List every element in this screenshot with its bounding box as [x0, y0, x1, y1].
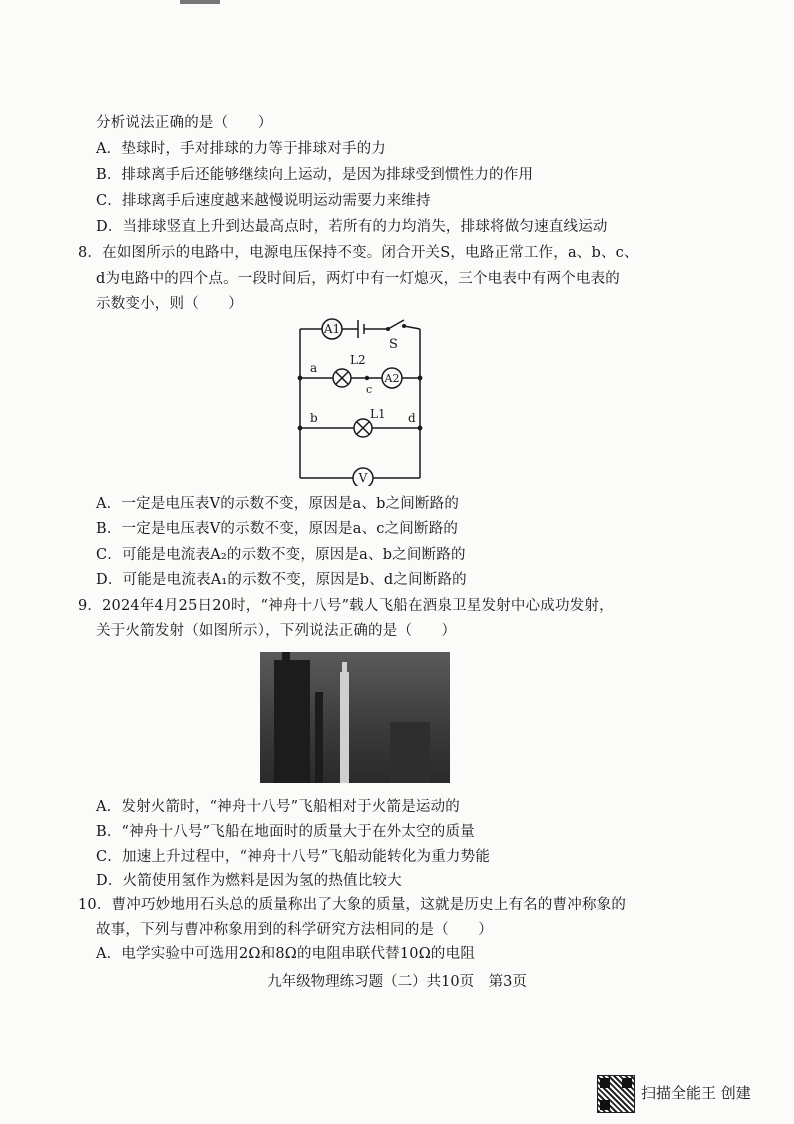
q7-option-a: A．垫球时，手对排球的力等于排球对手的力 — [96, 141, 386, 157]
voltmeter-label: V — [358, 471, 368, 485]
page-footer: 九年级物理练习题（二）共10页 第3页 — [267, 974, 527, 990]
q8-stem-line-2: d为电路中的四个点。一段时间后，两灯中有一灯熄灭，三个电表中有两个电表的 — [96, 271, 620, 287]
q9-option-b: B．“神舟十八号”飞船在地面时的质量大于在外太空的质量 — [96, 824, 475, 840]
q7-option-c: C．排球离手后速度越来越慢说明运动需要力来维持 — [96, 193, 431, 209]
q10-option-a: A．电学实验中可选用2Ω和8Ω的电阻串联代替10Ω的电阻 — [96, 946, 476, 962]
rocket-launch-photo — [260, 652, 450, 783]
ammeter-a1-label: A1 — [323, 322, 341, 336]
q7-stem-tail: 分析说法正确的是（ ） — [96, 115, 273, 131]
q8-option-c: C．可能是电流表A₂的示数不变，原因是a、b之间断路的 — [96, 547, 466, 563]
point-c-label: c — [366, 383, 373, 396]
q10-stem-line-1: 10．曹冲巧妙地用石头总的质量称出了大象的质量，这就是历史上有名的曹冲称象的 — [78, 897, 627, 913]
q9-option-a: A．发射火箭时，“神舟十八号”飞船相对于火箭是运动的 — [96, 799, 460, 815]
point-a-label: a — [310, 361, 318, 375]
q8-stem-line-1: 8．在如图所示的电路中，电源电压保持不变。闭合开关S，电路正常工作，a、b、c、 — [78, 245, 639, 261]
point-b-label: b — [310, 411, 318, 425]
q8-stem-line-3: 示数变小，则（ ） — [96, 296, 243, 312]
q8-option-a: A．一定是电压表V的示数不变，原因是a、b之间断路的 — [96, 496, 460, 512]
q9-stem-line-1: 9．2024年4月25日20时，“神舟十八号”载人飞船在酒泉卫星发射中心成功发射， — [78, 598, 614, 614]
lamp-l2-label: L2 — [350, 353, 366, 367]
q8-option-d: D．可能是电流表A₁的示数不变，原因是b、d之间断路的 — [96, 572, 467, 588]
switch-label: S — [389, 337, 398, 352]
lamp-l1-label: L1 — [370, 407, 386, 421]
q9-option-c: C．加速上升过程中，“神舟十八号”飞船动能转化为重力势能 — [96, 849, 491, 865]
q10-stem-line-2: 故事，下列与曹冲称象用到的科学研究方法相同的是（ ） — [96, 922, 493, 938]
q8-option-b: B．一定是电压表V的示数不变，原因是a、c之间断路的 — [96, 521, 459, 537]
scan-artifact — [180, 0, 220, 4]
q7-option-d: D．当排球竖直上升到达最高点时，若所有的力均消失，排球将做匀速直线运动 — [96, 219, 608, 235]
q7-option-b: B．排球离手后还能够继续向上运动，是因为排球受到惯性力的作用 — [96, 167, 534, 183]
q9-option-d: D．火箭使用氢作为燃料是因为氢的热值比较大 — [96, 873, 402, 889]
scanner-watermark: 扫描全能王 创建 — [641, 1084, 751, 1102]
point-d-label: d — [408, 411, 416, 425]
ammeter-a2-label: A2 — [384, 372, 400, 385]
circuit-diagram — [292, 314, 432, 486]
qr-code-icon — [597, 1075, 635, 1113]
q9-stem-line-2: 关于火箭发射（如图所示），下列说法正确的是（ ） — [96, 623, 457, 639]
